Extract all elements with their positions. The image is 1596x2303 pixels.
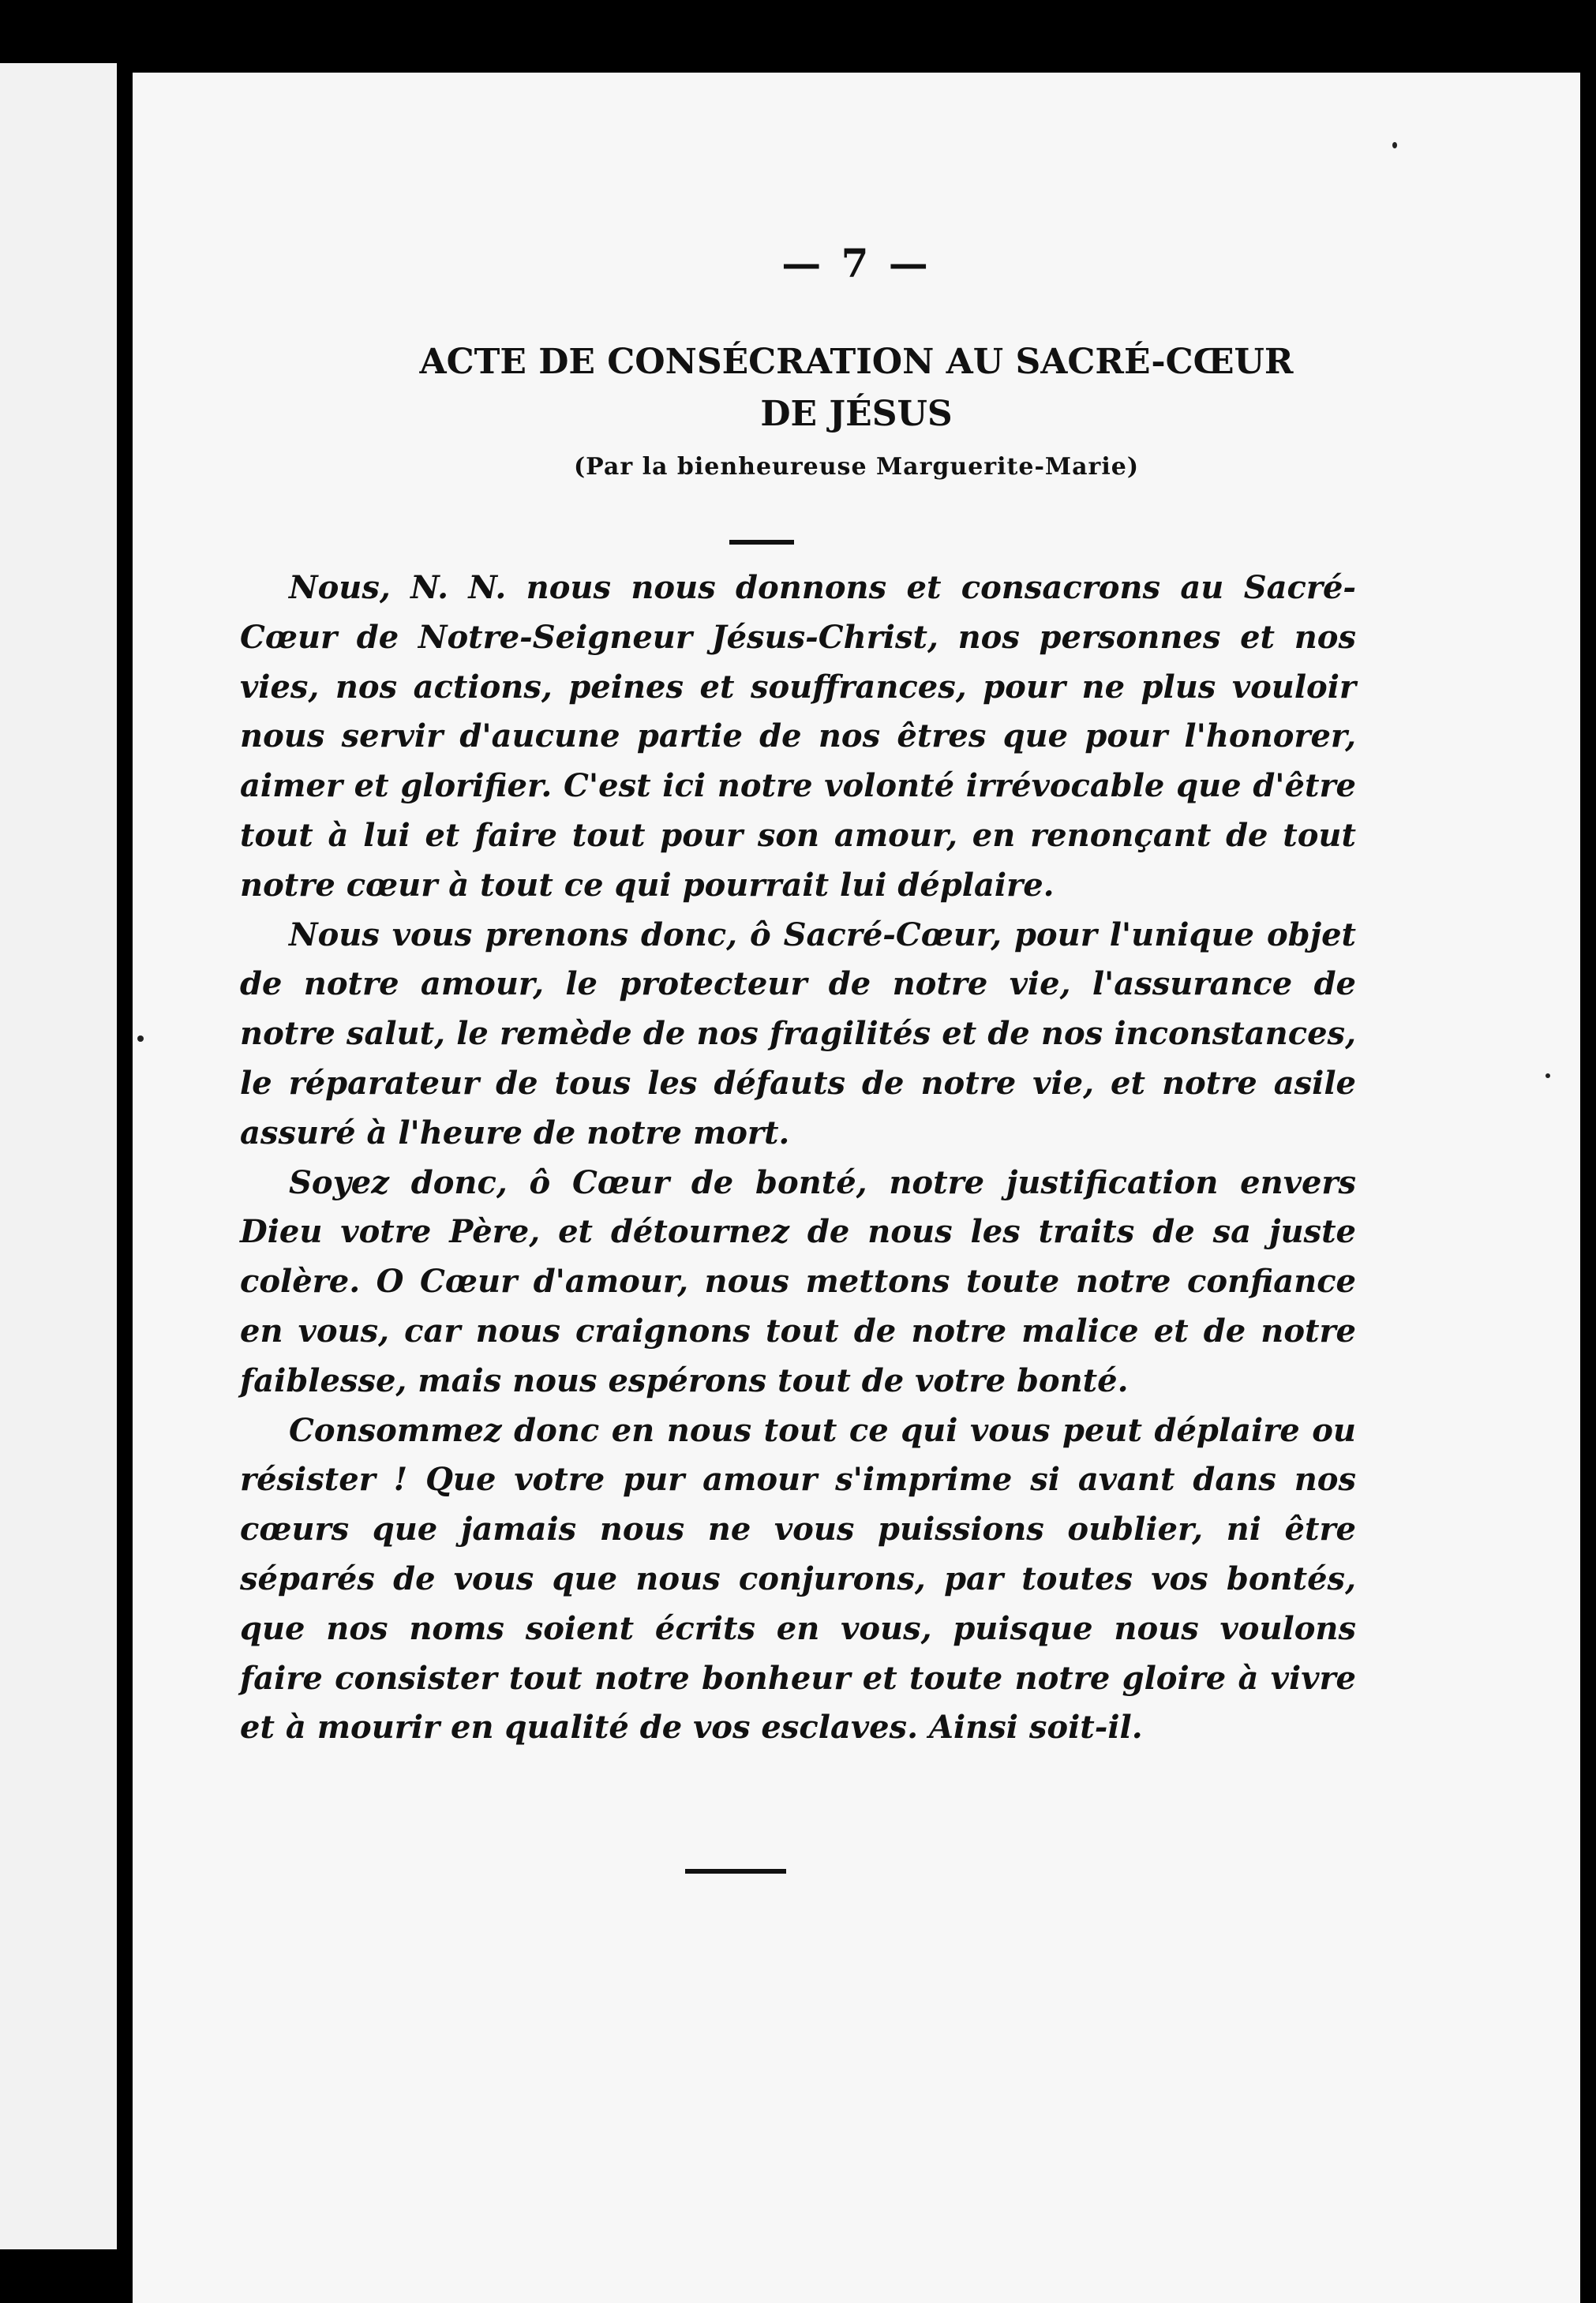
paragraph: Nous vous prenons donc, ô Sacré-Cœur, pour l'unique objet de notre amour, le protecteur de notre vie, l'assurance de notre salut, le remède de nos fragilités et de nos inconstances, le réparateur de tous les défauts de notre vie, et notre asile assuré à l'heure de notre mort. [240,916,1356,1152]
document-page [133,73,1580,2303]
prayer-text [240,564,1356,1753]
page-number: — 7 — [781,240,931,286]
divider-bottom [685,1869,786,1874]
divider-top [729,540,794,545]
facing-page-edge [0,63,117,2249]
scan-speck [1545,1073,1550,1078]
title-line-2: DE JÉSUS [760,394,953,434]
scan-speck [1392,142,1397,148]
byline: (Par la bienheureuse Marguerite-Marie) [573,453,1140,481]
paragraph: Consommez donc en nous tout ce qui vous peut déplaire ou résister ! Que votre pur amour s'imprime si avant dans nos cœurs que jamais nous ne vous puissions oublier, ni être séparés de vous que nous conjurons, par toutes vos bontés, que nos noms soient écrits en vous, puisque nous voulons faire consister tout notre bonheur et toute notre gloire à vivre et à mourir en qualité de vos esclaves. Ainsi soit-il. [240,1411,1356,1747]
scan-speck [137,1035,144,1042]
page-title [133,336,1580,440]
paragraph: Nous, N. N. nous nous donnons et consacrons au Sacré-Cœur de Notre-Seigneur Jésus-Christ, nos personnes et nos vies, nos actions, peines et souffrances, pour ne plus vouloir nous servir d'aucune partie de nos êtres que pour l'honorer, aimer et glorifier. C'est ici notre volonté irrévocable que d'être tout à lui et faire tout pour son amour, en renonçant de tout notre cœur à tout ce qui pourrait lui déplaire. [240,569,1356,904]
title-line-1: ACTE DE CONSÉCRATION AU SACRÉ-CŒUR [419,342,1294,382]
paragraph: Soyez donc, ô Cœur de bonté, notre justification envers Dieu votre Père, et détournez de nous les traits de sa juste colère. O Cœur d'amour, nous mettons toute notre confiance en vous, car nous craignons tout de notre malice et de notre faiblesse, mais nous espérons tout de votre bonté. [240,1163,1356,1399]
